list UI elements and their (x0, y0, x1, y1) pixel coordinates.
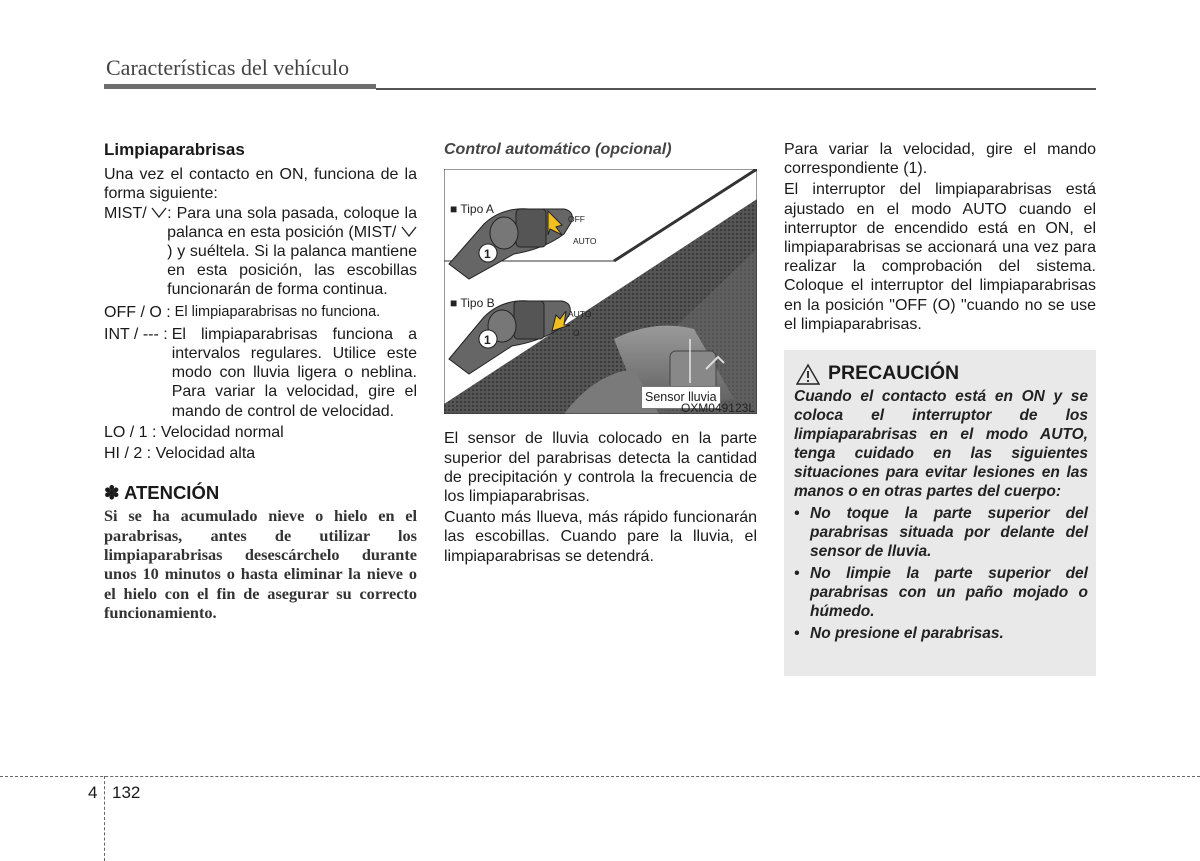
mist-term: MIST/ (104, 204, 147, 222)
warning-triangle-icon (796, 363, 820, 385)
caution-bullet: • No limpie la parte superior del parabrisas con un paño mojado o húmedo. (794, 565, 1088, 620)
auto-control-heading: Control automático (opcional) (444, 141, 672, 158)
mist-icon (151, 207, 167, 218)
rain-sensor-figure (444, 169, 757, 414)
caution-heading (796, 362, 959, 385)
type-b-label: ■ Tipo B (450, 296, 495, 311)
auto-position-label-a: AUTO (573, 236, 597, 247)
off-term: OFF / O : (104, 303, 171, 321)
caution-bullet: • No toque la parte superior del parabrisas situada por delante del sensor de lluvia. (794, 505, 1088, 560)
rain-speed-paragraph: Cuanto más llueva, más rápido funcionarán las escobillas. Cuando pare la lluvia, el limpiaparabrisas se detendrá. (444, 509, 757, 565)
chapter-number: 4 (88, 783, 98, 802)
caution-body (794, 387, 1088, 643)
off-description: El limpiaparabrisas no funciona. (174, 303, 381, 320)
caution-intro: Cuando el contacto está en ON y se coloca el interruptor de los limpiaparabrisas en el modo AUTO, tenga cuidado en las siguientes situaciones para evitar lesiones en las manos o en otras partes del cuerpo: (794, 388, 1088, 500)
section-title: Características del vehículo (106, 55, 350, 80)
auto-position-label-b: AUTO (568, 309, 592, 320)
footer-rule (0, 776, 1200, 777)
caution-title: PRECAUCIÓN (828, 362, 960, 384)
header-rule-thick (104, 84, 376, 89)
column-middle (444, 140, 757, 566)
int-term: INT / --- : (104, 325, 168, 343)
type-a-label: ■ Tipo A (450, 202, 494, 217)
hi-definition: HI / 2 : Velocidad alta (104, 445, 256, 463)
figure-code: OXM049123L (680, 401, 755, 416)
int-definition (104, 325, 417, 421)
off-position-label: OFF (568, 214, 585, 225)
attention-title: ✽ ATENCIÓN (104, 482, 220, 504)
mist-definition (104, 204, 417, 300)
int-description: El limpiaparabrisas funciona a intervalos regulares. Utilice este modo con lluvia ligera o neblina. Para variar la velocidad, gire el mando de control de velocidad. (171, 325, 417, 420)
attention-body: Si se ha acumulado nieve o hielo en el parabrisas, antes de utilizar los limpiaparabrisas desescárchelo durante unos 10 minutos o hasta eliminar la nieve o el hielo con el fin de asegurar su correcto funcionamiento. (104, 506, 417, 622)
speed-knob-paragraph: Para variar la velocidad, gire el mando correspondiente (1). (784, 141, 1096, 178)
auto-mode-paragraph: El interruptor del limpiaparabrisas está ajustado en el modo AUTO cuando el interruptor de encendido está en ON, el limpiaparabrisas se accionará una vez para realizar la comprobación del sistema. Coloque el interruptor del limpiaparabrisas en la posición "OFF (O) "cuando no se use el limpiaparabrisas. (784, 181, 1096, 333)
lo-definition: LO / 1 : Velocidad normal (104, 423, 284, 441)
wiper-heading: Limpiaparabrisas (104, 140, 245, 159)
header-rule-thin (376, 88, 1096, 90)
rain-sensor-label: Sensor lluvia (641, 386, 721, 409)
column-left (104, 140, 417, 622)
mist-icon (401, 226, 417, 237)
speed-knob-number-b: 1 (484, 333, 491, 348)
off-definition (104, 303, 417, 322)
rain-sensor-paragraph: El sensor de lluvia colocado en la parte superior del parabrisas detecta la cantidad de precipitación y controla la frecuencia de los limpiaparabrisas. (444, 430, 757, 506)
speed-knob-number-a: 1 (484, 247, 491, 262)
o-position-label: O (573, 328, 580, 339)
page-number: 132 (112, 783, 141, 802)
mist-description: : Para una sola pasada, coloque la palanca en esta posición (MIST/ (167, 204, 417, 241)
footer-divider (104, 776, 105, 861)
mist-description-end: ) y suéltela. Si la palanca mantiene en esta posición, las escobillas funcionarán de forma continua. (167, 243, 417, 299)
caution-bullet: • No presione el parabrisas. (794, 625, 1004, 642)
caution-box (784, 350, 1096, 676)
column-right (784, 140, 1096, 334)
wiper-intro: Una vez el contacto en ON, funciona de la forma siguiente: (104, 166, 417, 203)
